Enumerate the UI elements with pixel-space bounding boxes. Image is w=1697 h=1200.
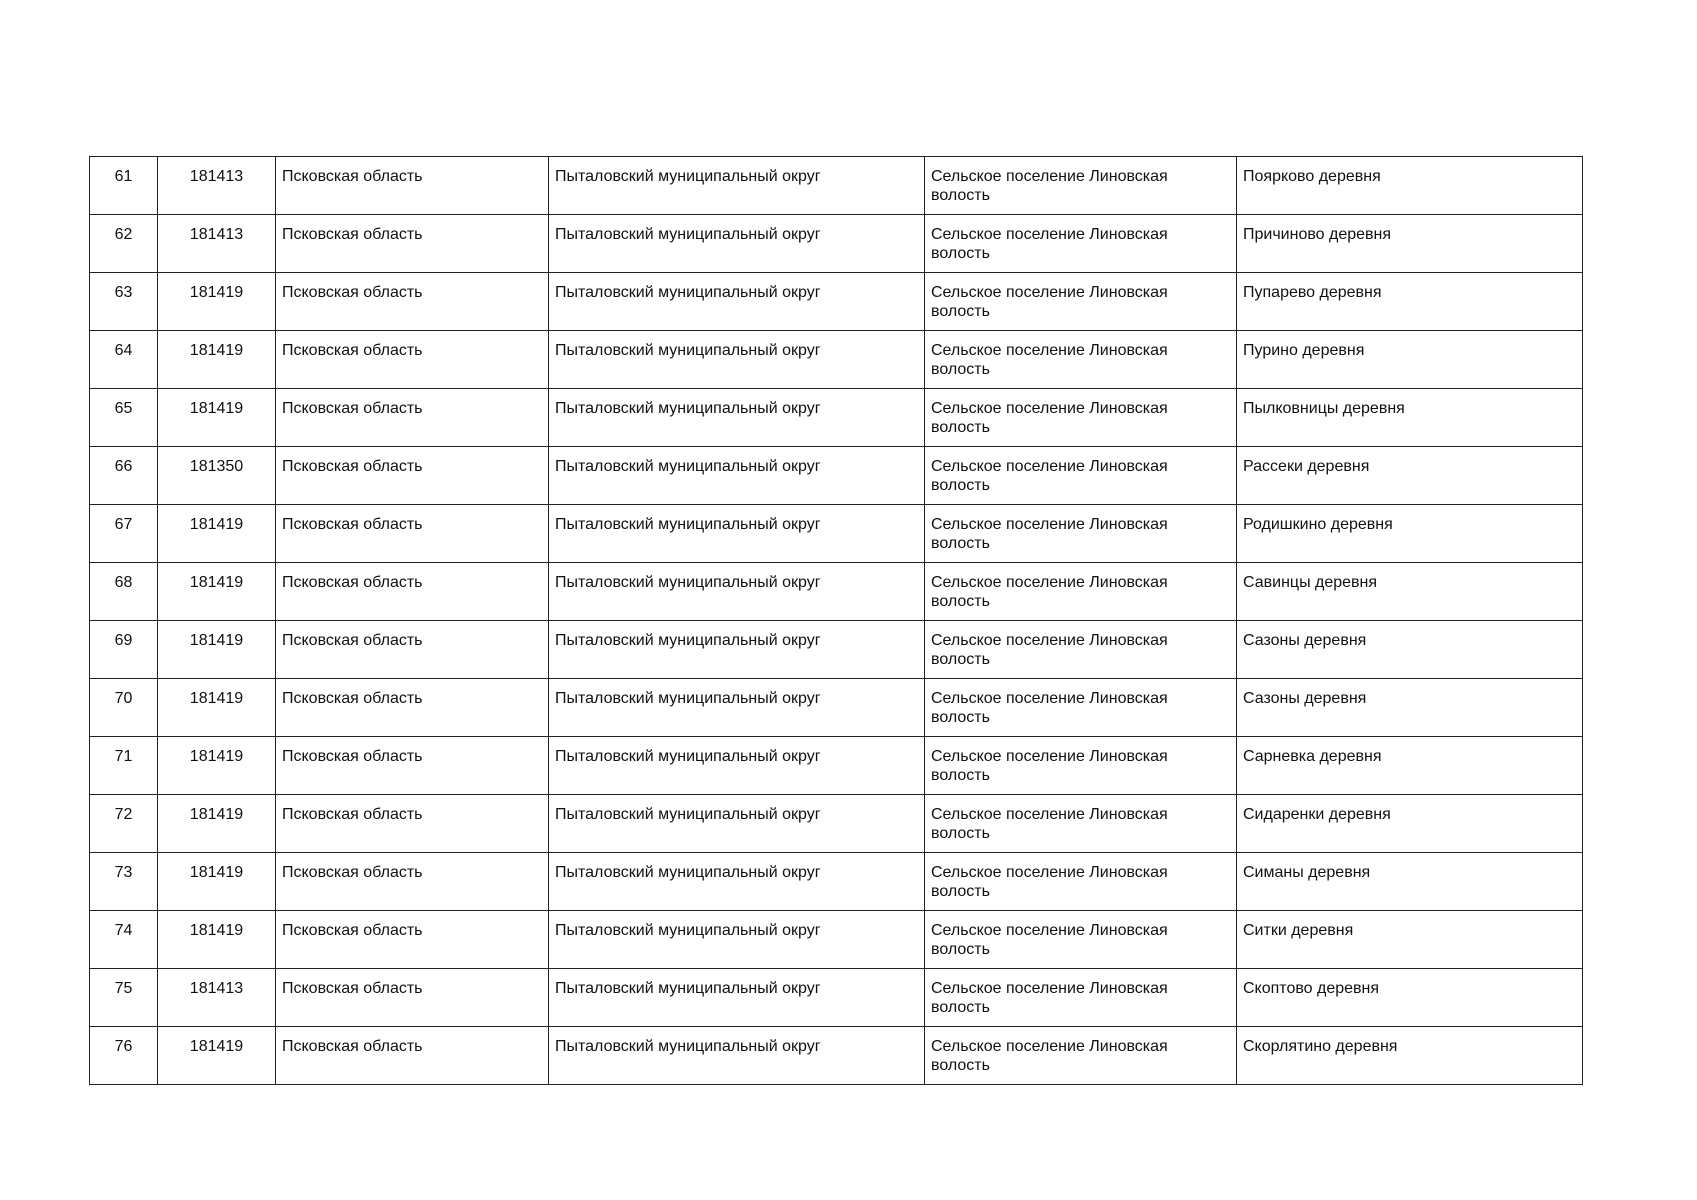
district-cell: Пыталовский муниципальный округ: [549, 679, 925, 737]
postal-index-cell: 181419: [158, 505, 276, 563]
postal-index-cell: 181419: [158, 563, 276, 621]
settlement-cell: Сельское поселение Линовская волость: [925, 505, 1237, 563]
address-table: [89, 156, 1583, 1085]
district-cell: Пыталовский муниципальный округ: [549, 969, 925, 1027]
postal-index-cell: 181413: [158, 969, 276, 1027]
district-cell: Пыталовский муниципальный округ: [549, 563, 925, 621]
region-cell: Псковская область: [276, 737, 549, 795]
table-row: [90, 389, 1583, 447]
postal-index-cell: 181419: [158, 389, 276, 447]
settlement-cell: Сельское поселение Линовская волость: [925, 215, 1237, 273]
region-cell: Псковская область: [276, 621, 549, 679]
locality-cell: Скорлятино деревня: [1237, 1027, 1583, 1085]
locality-cell: Пурино деревня: [1237, 331, 1583, 389]
locality-cell: Сазоны деревня: [1237, 679, 1583, 737]
district-cell: Пыталовский муниципальный округ: [549, 389, 925, 447]
locality-cell: Пылковницы деревня: [1237, 389, 1583, 447]
table-row: [90, 911, 1583, 969]
settlement-cell: Сельское поселение Линовская волость: [925, 795, 1237, 853]
postal-index-cell: 181419: [158, 273, 276, 331]
settlement-cell: Сельское поселение Линовская волость: [925, 389, 1237, 447]
settlement-cell: Сельское поселение Линовская волость: [925, 1027, 1237, 1085]
locality-cell: Скоптово деревня: [1237, 969, 1583, 1027]
district-cell: Пыталовский муниципальный округ: [549, 447, 925, 505]
table-row: [90, 969, 1583, 1027]
locality-cell: Симаны деревня: [1237, 853, 1583, 911]
region-cell: Псковская область: [276, 853, 549, 911]
postal-index-cell: 181350: [158, 447, 276, 505]
region-cell: Псковская область: [276, 215, 549, 273]
row-number-cell: 74: [90, 911, 158, 969]
region-cell: Псковская область: [276, 1027, 549, 1085]
settlement-cell: Сельское поселение Линовская волость: [925, 853, 1237, 911]
region-cell: Псковская область: [276, 389, 549, 447]
region-cell: Псковская область: [276, 679, 549, 737]
region-cell: Псковская область: [276, 331, 549, 389]
table-row: [90, 1027, 1583, 1085]
postal-index-cell: 181419: [158, 1027, 276, 1085]
region-cell: Псковская область: [276, 969, 549, 1027]
row-number-cell: 63: [90, 273, 158, 331]
locality-cell: Причиново деревня: [1237, 215, 1583, 273]
settlement-cell: Сельское поселение Линовская волость: [925, 969, 1237, 1027]
postal-index-cell: 181419: [158, 795, 276, 853]
table-row: [90, 215, 1583, 273]
region-cell: Псковская область: [276, 505, 549, 563]
settlement-cell: Сельское поселение Линовская волость: [925, 157, 1237, 215]
region-cell: Псковская область: [276, 911, 549, 969]
region-cell: Псковская область: [276, 447, 549, 505]
settlement-cell: Сельское поселение Линовская волость: [925, 621, 1237, 679]
table-row: [90, 795, 1583, 853]
district-cell: Пыталовский муниципальный округ: [549, 331, 925, 389]
settlement-cell: Сельское поселение Линовская волость: [925, 737, 1237, 795]
settlement-cell: Сельское поселение Линовская волость: [925, 911, 1237, 969]
locality-cell: Сидаренки деревня: [1237, 795, 1583, 853]
region-cell: Псковская область: [276, 563, 549, 621]
row-number-cell: 65: [90, 389, 158, 447]
table-row: [90, 331, 1583, 389]
postal-index-cell: 181419: [158, 853, 276, 911]
settlement-cell: Сельское поселение Линовская волость: [925, 563, 1237, 621]
district-cell: Пыталовский муниципальный округ: [549, 505, 925, 563]
row-number-cell: 73: [90, 853, 158, 911]
row-number-cell: 75: [90, 969, 158, 1027]
row-number-cell: 62: [90, 215, 158, 273]
locality-cell: Рассеки деревня: [1237, 447, 1583, 505]
district-cell: Пыталовский муниципальный округ: [549, 157, 925, 215]
table-row: [90, 273, 1583, 331]
row-number-cell: 68: [90, 563, 158, 621]
district-cell: Пыталовский муниципальный округ: [549, 795, 925, 853]
row-number-cell: 72: [90, 795, 158, 853]
postal-index-cell: 181413: [158, 215, 276, 273]
district-cell: Пыталовский муниципальный округ: [549, 621, 925, 679]
locality-cell: Родишкино деревня: [1237, 505, 1583, 563]
row-number-cell: 76: [90, 1027, 158, 1085]
row-number-cell: 64: [90, 331, 158, 389]
table-row: [90, 447, 1583, 505]
postal-index-cell: 181419: [158, 737, 276, 795]
district-cell: Пыталовский муниципальный округ: [549, 215, 925, 273]
postal-index-cell: 181413: [158, 157, 276, 215]
locality-cell: Пупарево деревня: [1237, 273, 1583, 331]
settlement-cell: Сельское поселение Линовская волость: [925, 447, 1237, 505]
table-row: [90, 853, 1583, 911]
district-cell: Пыталовский муниципальный округ: [549, 273, 925, 331]
table-row: [90, 621, 1583, 679]
postal-index-cell: 181419: [158, 621, 276, 679]
region-cell: Псковская область: [276, 157, 549, 215]
region-cell: Псковская область: [276, 273, 549, 331]
table-row: [90, 737, 1583, 795]
row-number-cell: 67: [90, 505, 158, 563]
table-row: [90, 679, 1583, 737]
settlement-cell: Сельское поселение Линовская волость: [925, 273, 1237, 331]
locality-cell: Ситки деревня: [1237, 911, 1583, 969]
locality-cell: Сарневка деревня: [1237, 737, 1583, 795]
row-number-cell: 66: [90, 447, 158, 505]
district-cell: Пыталовский муниципальный округ: [549, 1027, 925, 1085]
row-number-cell: 70: [90, 679, 158, 737]
locality-cell: Сазоны деревня: [1237, 621, 1583, 679]
postal-index-cell: 181419: [158, 679, 276, 737]
postal-index-cell: 181419: [158, 331, 276, 389]
region-cell: Псковская область: [276, 795, 549, 853]
table-row: [90, 157, 1583, 215]
row-number-cell: 69: [90, 621, 158, 679]
district-cell: Пыталовский муниципальный округ: [549, 737, 925, 795]
row-number-cell: 61: [90, 157, 158, 215]
row-number-cell: 71: [90, 737, 158, 795]
district-cell: Пыталовский муниципальный округ: [549, 853, 925, 911]
table-row: [90, 505, 1583, 563]
locality-cell: Поярково деревня: [1237, 157, 1583, 215]
postal-index-cell: 181419: [158, 911, 276, 969]
locality-cell: Савинцы деревня: [1237, 563, 1583, 621]
table-body: [90, 157, 1583, 1085]
district-cell: Пыталовский муниципальный округ: [549, 911, 925, 969]
settlement-cell: Сельское поселение Линовская волость: [925, 679, 1237, 737]
table-row: [90, 563, 1583, 621]
settlement-cell: Сельское поселение Линовская волость: [925, 331, 1237, 389]
